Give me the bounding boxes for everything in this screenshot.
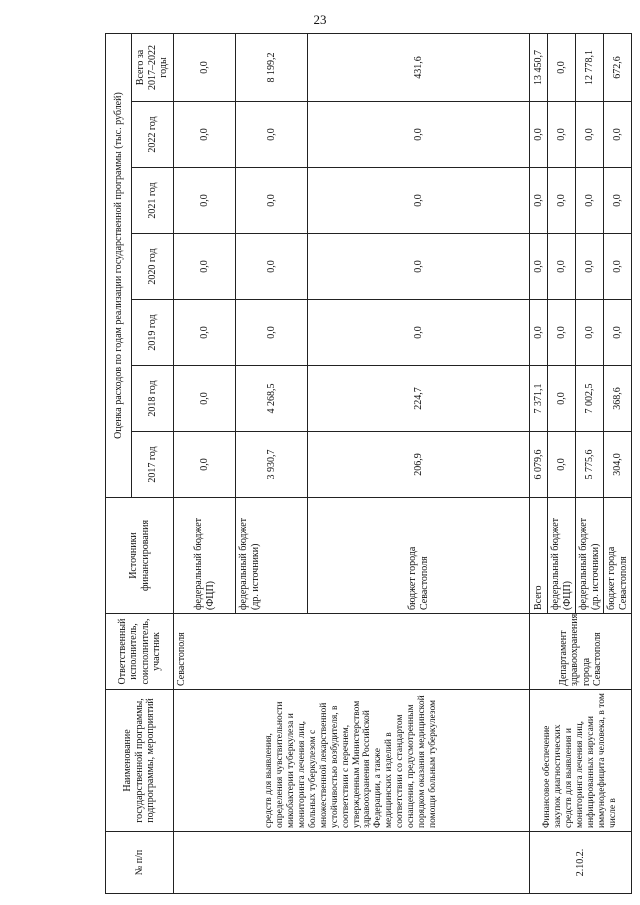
cell-value: 0,0 (530, 234, 548, 300)
cell-value: 0,0 (308, 300, 530, 366)
cell-value: 431,6 (308, 33, 530, 101)
cell-value: 0,0 (548, 33, 576, 101)
header-executor: Ответственный исполнитель, соисполнитель, участник (106, 614, 174, 690)
cell-no: 2.10.2. (530, 832, 632, 894)
cell-value: 0,0 (576, 300, 604, 366)
cell-source: федеральный бюджет (ФЦП) (174, 498, 236, 614)
header-year: 2020 год (132, 234, 174, 300)
cell-value: 0,0 (174, 366, 236, 432)
header-row-1 (106, 33, 132, 893)
cell-name: средств для выявления, определения чувствительности микобактерии туберкулеза и мониторинга лечения лиц, больных туберкулезом с множественной лекарственной устойчивостью возбудителя, в соответствии с перечнем, утвержденным Министерством здравоохранения Российской Федерации, а также медицинских изделий в соответствии со стандартом оснащения, предусмотренным порядком оказания медицинской помощи больным туберкулезом (174, 690, 530, 832)
cell-value: 0,0 (308, 168, 530, 234)
cell-value: 0,0 (576, 102, 604, 168)
cell-value: 0,0 (236, 102, 308, 168)
cell-value: 0,0 (236, 300, 308, 366)
header-total: Всего за 2017–2022 годы (132, 33, 174, 101)
cell-value: 0,0 (548, 102, 576, 168)
cell-value: 0,0 (548, 366, 576, 432)
cell-name: Финансовое обеспечение закупок диагностических средств для выявления и мониторинга лечения лиц, инфицированных вирусами иммунодефицита человека, в том числе в (530, 690, 632, 832)
cell-value: 7 371,1 (530, 366, 548, 432)
cell-value: 0,0 (576, 168, 604, 234)
cell-value: 0,0 (174, 168, 236, 234)
cell-value: 7 002,5 (576, 366, 604, 432)
cell-value: 0,0 (548, 432, 576, 498)
cell-value: 368,6 (604, 366, 632, 432)
cell-value: 0,0 (174, 33, 236, 101)
table-row (530, 33, 548, 893)
cell-value: 0,0 (548, 234, 576, 300)
cell-value: 3 930,7 (236, 432, 308, 498)
cell-value: 224,7 (308, 366, 530, 432)
cell-value: 0,0 (604, 300, 632, 366)
cell-value: 0,0 (530, 300, 548, 366)
cell-value: 0,0 (308, 234, 530, 300)
cell-source: федеральный бюджет (др. источники) (236, 498, 308, 614)
cell-value: 0,0 (604, 168, 632, 234)
cell-source: Всего (530, 498, 548, 614)
cell-value: 13 450,7 (530, 33, 548, 101)
cell-executor: Департамент здравоохранения города Севастополя (530, 614, 632, 690)
cell-value: 8 199,2 (236, 33, 308, 101)
header-year: 2018 год (132, 366, 174, 432)
cell-value: 206,9 (308, 432, 530, 498)
cell-source: бюджет города Севастополя (308, 498, 530, 614)
cell-source: федеральный бюджет (ФЦП) (548, 498, 576, 614)
cell-value: 0,0 (548, 300, 576, 366)
budget-table (105, 33, 632, 894)
header-year: 2019 год (132, 300, 174, 366)
header-source: Источники финансирования (106, 498, 174, 614)
cell-value: 0,0 (236, 234, 308, 300)
cell-value: 0,0 (174, 300, 236, 366)
cell-value: 672,6 (604, 33, 632, 101)
header-estimate: Оценка расходов по годам реализации государственной программы (тыс. рублей) (106, 33, 132, 497)
cell-value: 0,0 (530, 102, 548, 168)
rotated-table-container (105, 34, 629, 894)
header-year: 2022 год (132, 102, 174, 168)
header-name: Наименование государственной программы, подпрограммы, мероприятий (106, 690, 174, 832)
table-row (174, 33, 236, 893)
cell-value: 0,0 (174, 102, 236, 168)
cell-value: 0,0 (576, 234, 604, 300)
cell-value: 6 079,6 (530, 432, 548, 498)
cell-value: 0,0 (308, 102, 530, 168)
cell-value: 5 775,6 (576, 432, 604, 498)
header-year: 2021 год (132, 168, 174, 234)
cell-value: 0,0 (548, 168, 576, 234)
cell-value: 0,0 (530, 168, 548, 234)
cell-value: 4 268,5 (236, 366, 308, 432)
cell-value: 304,0 (604, 432, 632, 498)
header-no: № п/п (106, 832, 174, 894)
cell-value: 12 778,1 (576, 33, 604, 101)
cell-value: 0,0 (604, 102, 632, 168)
cell-value: 0,0 (174, 432, 236, 498)
header-year: 2017 год (132, 432, 174, 498)
cell-source: федеральный бюджет (др. источники) (576, 498, 604, 614)
cell-value: 0,0 (604, 234, 632, 300)
page-number: 23 (313, 12, 327, 27)
cell-no (174, 832, 530, 894)
cell-value: 0,0 (236, 168, 308, 234)
cell-executor: Севастополя (174, 614, 530, 690)
cell-value: 0,0 (174, 234, 236, 300)
cell-source: бюджет города Севастополя (604, 498, 632, 614)
